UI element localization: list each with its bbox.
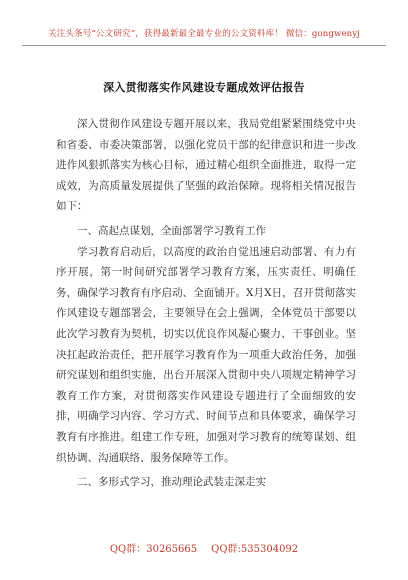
page-footer: [0, 540, 408, 555]
document-body: [56, 114, 356, 493]
section-heading-1: 一、高起点谋划，全面部署学习教育工作: [77, 224, 266, 237]
document-title: 深入贯彻落实作风建设专题成效评估报告: [103, 81, 305, 94]
section-heading-2: 二、多形式学习，推动理论武装走深走实: [77, 476, 266, 489]
footer-qq-group-2: QQ群:535304092: [211, 544, 299, 555]
page-header-banner: 关注头条号“公文研究”，获得最新最全最专业的公文资料库！ 微信：gongwenyj: [47, 29, 361, 39]
intro-paragraph: 深入贯彻作风建设专题开展以来，我局党组紧紧围绕党中央和省委、市委决策部署，以强化党员干部的纪律意识和进一步改进作风狠抓落实为核心目标，通过精心组织全面推进，取得一定成效，为高质量发展提供了坚强的政治保障。现将相关情况报告如下：: [56, 118, 356, 213]
section-1-paragraph: 学习教育启动后，以高度的政治自觉迅速启动部署、有力有序开展，第一时间研究部署学习教育方案，压实责任、明确任务，确保学习教育有序启动、全面铺开。X月X日，召开贯彻落实作风建设专题部署会，主要领导在会上强调，全体党员干部要以此次学习教育为契机，切实以优良作风凝心聚力、干事创业。坚决扛起政治责任，把开展学习教育作为一项重大政治任务，加强研究谋划和组织实施，出台开展深入贯彻中央八项规定精神学习教育工作方案，对贯彻落实作风建设专题进行了全面细致的安排，明确学习内容、学习方式、时间节点和具体要求，确保学习教育有序推进。组建工作专班，加强对学习教育的统筹谋划、组织协调、沟通联络、服务保障等工作。: [56, 245, 356, 464]
header-divider: [22, 45, 386, 46]
footer-qq-group-1: QQ群：30265665: [109, 544, 198, 555]
